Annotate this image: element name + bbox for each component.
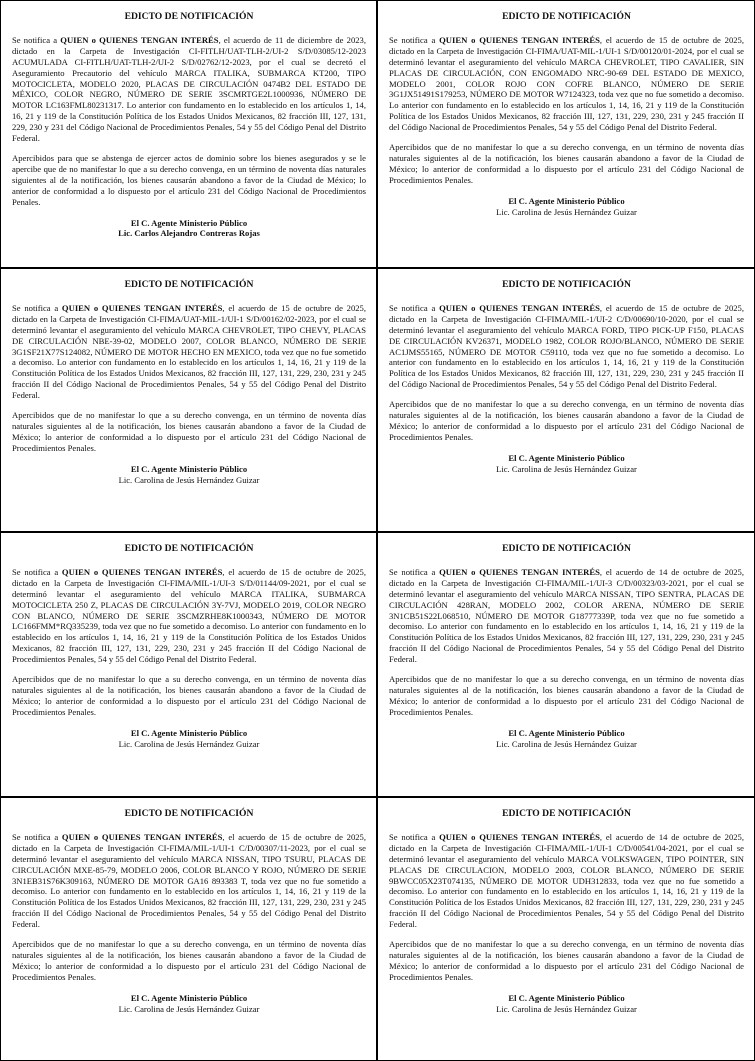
notice-title: EDICTO DE NOTIFICACIÓN: [502, 543, 631, 554]
notice-6: [377, 532, 755, 797]
notice-1: [0, 0, 377, 268]
addressee: QUIEN o QUIENES TENGAN INTERÉS: [439, 34, 600, 45]
notice-8: [377, 797, 755, 1061]
addressee: QUIEN o QUIENES TENGAN INTERÉS: [61, 566, 223, 577]
signer-name: Lic. Carolina de Jesús Hernández Guizar: [118, 1003, 260, 1014]
notice-warning: Apercibidos que de no manifestar lo que a su derecho convenga, en un término de noventa días naturales siguientes al de la notificación, los bienes causarán abandono a favor de la Ciudad de México; lo anterior de conformidad a lo dispuesto por el artículo 231 del Código Nacional de Procedimientos Penales.: [389, 142, 744, 185]
notice-warning: Apercibidos que de no manifestar lo que a su derecho convenga, en un término de noventa días naturales siguientes al de la notificación, los bienes causarán abandono a favor de la Ciudad de México; lo anterior de conformidad a lo dispuesto por el artículo 231 del Código Nacional de Procedimientos Penales.: [12, 674, 366, 717]
notice-title: EDICTO DE NOTIFICACIÓN: [124, 808, 254, 819]
notice-body: Se notifica a QUIEN o QUIENES TENGAN INTERÉS, el acuerdo de 15 de octubre de 2025, dictado en la Carpeta de Investigación CI-FIMA/UAT-MIL-1/UI-1 S/D/00162/02-2023, por el cual se determinó levantar el aseguramiento del vehículo MARCA CHEVROLET, TIPO CHEVY, PLACAS DE CIRCULACIÓN NBE-39-02, MODELO 2007, COLOR BLANCO, NÚMERO DE SERIE 3G1SF21X77S124082, NÚMERO DE MOTOR HECHO EN MEXICO, toda vez que no fue sometido a decomiso. Lo anterior con fundamento en lo establecido en los artículos 1, 14, 16, 21 y 119 de la Constitución Política de los Estados Unidos Mexicanos, 82 fracción III, 127, 131, 229, 230, 231 y 245 fracción II del Código Nacional de Procedimientos Penales, 54 y 55 del Código Penal del Distrito Federal.: [12, 302, 367, 401]
signer-title: El C. Agente Ministerio Público: [130, 463, 248, 474]
notice-warning: Apercibidos que de no manifestar lo que a su derecho convenga, en un término de noventa días naturales siguientes al de la notificación, los bienes causarán abandono a favor de la Ciudad de México; lo anterior de conformidad a lo dispuesto por el artículo 231 del Código Nacional de Procedimientos Penales.: [389, 939, 744, 982]
addressee: QUIEN o QUIENES TENGAN INTERÉS: [439, 302, 600, 313]
addressee: QUIEN o QUIENES TENGAN INTERÉS: [439, 566, 600, 577]
signer-name: Lic. Carolina de Jesús Hernández Guizar: [496, 1003, 637, 1014]
notice-title: EDICTO DE NOTIFICACIÓN: [502, 279, 631, 290]
signer-title: El C. Agente Ministerio Público: [508, 195, 625, 206]
notice-2: [377, 0, 755, 268]
notice-body: Se notifica a QUIEN o QUIENES TENGAN INTERÉS, el acuerdo de 15 de octubre de 2025, dictado en la Carpeta de Investigación CI-FIMA/MIL-1/UI-3 S/D/01144/09-2021, por el cual se determinó levantar el aseguramiento del vehículo MARCA ITALIKA, SUBMARCA MOTOCICLETA 250 Z, PLACAS DE CIRCULACIÓN 3Y-7VJ, MODELO 2019, COLOR NEGRO CON BLANCO, NÚMERO DE SERIE 3SCMZRHE8K1000343, NÚMERO DE MOTOR LC166FMM*RQ335239, toda vez que no fue sometido a decomiso. Lo anterior con fundamento en lo establecido en los artículos 1, 14, 16, 21 y 119 de la Constitución Política de los Estados Unidos Mexicanos, 82 fracción III, 127, 131, 229, 230, 231 y 245 fracción II del Código Nacional de Procedimientos Penales, 54 y 55 del Código Penal del Distrito Federal.: [12, 566, 367, 665]
signer-title: El C. Agente Ministerio Público: [130, 992, 248, 1003]
addressee: QUIEN o QUIENES TENGAN INTERÉS: [61, 831, 223, 842]
notice-title: EDICTO DE NOTIFICACIÓN: [124, 543, 254, 554]
signer-title: El C. Agente Ministerio Público: [508, 992, 625, 1003]
addressee: QUIEN o QUIENES TENGAN INTERÉS: [61, 302, 223, 313]
notice-title: EDICTO DE NOTIFICACIÓN: [124, 11, 254, 22]
notice-5: [0, 532, 377, 797]
signer-title: El C. Agente Ministerio Público: [508, 727, 625, 738]
notice-warning: Apercibidos que de no manifestar lo que a su derecho convenga, en un término de noventa días naturales siguientes al de la notificación, los bienes causarán abandono a favor de la Ciudad de México; lo anterior de conformidad a lo dispuesto por el artículo 231 del Código Nacional de Procedimientos Penales.: [389, 674, 744, 717]
signer-title: El C. Agente Ministerio Público: [130, 217, 248, 228]
notice-3: [0, 268, 377, 532]
addressee: QUIEN o QUIENES TENGAN INTERÉS: [439, 831, 600, 842]
notice-body: Se notifica a QUIEN o QUIENES TENGAN INTERÉS, el acuerdo de 15 de octubre de 2025, dictado en la Carpeta de Investigación CI-FIMA/UAT-MIL-1/UI-1 S/D/00120/01-2024, por el cual se determinó levantar el aseguramiento del vehículo MARCA CHEVROLET, TIPO CAVALIER, SIN PLACAS DE CIRCULACIÓN, CON ENGOMADO NRC-90-69 DEL ESTADO DE MEXICO, MODELO 2001, COLOR ROJO CON COFRE BLANCO, NÚMERO DE SERIE 3G1JX51491S179253, NÚMERO DE MOTOR W7124323, toda vez que no fue sometido a decomiso. Lo anterior con fundamento en lo establecido en los artículos 1, 14, 16, 21 y 119 de la Constitución Política de los Estados Unidos Mexicanos, 82 fracción III, 127, 131, 229, 230, 231 y 245 fracción II del Código Nacional de Procedimientos Penales, 54 y 55 del Código Penal del Distrito Federal.: [389, 34, 745, 133]
notice-body: Se notifica a QUIEN o QUIENES TENGAN INTERÉS, el acuerdo de 14 de octubre de 2025, dictado en la Carpeta de Investigación CI-FIMA/MIL-1/UI-1 C/D/00541/04-2021, por el cual se determinó levantar el aseguramiento del vehículo MARCA VOLKSWAGEN, TIPO POINTER, SIN PLACAS DE CIRCULACION, MODELO 2003, COLOR BLANCO, NÚMERO DE SERIE 9BWCC05X23T074135, NÚMERO DE MOTOR UDH312833, toda vez que no fue sometido a decomiso. Lo anterior con fundamento en lo establecido en los artículos 1, 14, 16, 21 y 119 de la Constitución Política de los Estados Unidos Mexicanos, 82 fracción III, 127, 131, 229, 230, 231 y 245 fracción II del Código Nacional de Procedimientos Penales, 54 y 55 del Código Penal del Distrito Federal.: [389, 831, 745, 930]
signer-name: Lic. Carolina de Jesús Hernández Guizar: [496, 738, 637, 749]
notice-body: Se notifica a QUIEN o QUIENES TENGAN INTERÉS, el acuerdo de 11 de diciembre de 2023, dictado en la Carpeta de Investigación CI-FITLH/UAT-TLH-2/UI-2 S/D/03085/12-2023 ACUMULADA CI-FITLH/UAT-TLH-2/UI-2 S/D/02762/12-2023, por el cual se decretó el Aseguramiento Precautorio del vehículo MARCA ITALIKA, SUBMARCA KT200, TIPO MOTOCICLETA, MODELO 2020, PLACAS DE CIRCULACIÓN 0474B2 DEL ESTADO DE MÉXICO, COLOR NEGRO, NÚMERO DE SERIE 3SCMRTGE2L1000936, NÚMERO DE MOTOR LC163FML80231317. Lo anterior con fundamento en lo establecido en los artículos 1, 14, 16, 21 y 119 de la Constitución Política de los Estados Unidos Mexicanos, 82 fracción III, 127, 131, 229, 230 y 231 del Código Nacional de Procedimientos Penales, 54 y 55 del Código Penal del Distrito Federal.: [12, 34, 366, 144]
notice-warning: Apercibidos para que se abstenga de ejercer actos de dominio sobre los bienes asegurados y se le apercibe que de no manifestar lo que a su derecho convenga, en un término de noventa días naturales siguientes al de la notificación, los bienes causarán abandono a favor de la Ciudad de México; lo anterior de conformidad a lo dispuesto por el artículo 231 del Código Nacional de Procedimientos Penales.: [12, 152, 366, 207]
signer-name: Lic. Carolina de Jesús Hernández Guizar: [496, 206, 637, 217]
signer-name: Lic. Carolina de Jesús Hernández Guizar: [118, 474, 260, 485]
notice-warning: Apercibidos que de no manifestar lo que a su derecho convenga, en un término de noventa días naturales siguientes al de la notificación, los bienes causarán abandono a favor de la Ciudad de México; lo anterior de conformidad a lo dispuesto por el artículo 231 del Código Nacional de Procedimientos Penales.: [12, 410, 366, 453]
notice-body: Se notifica a QUIEN o QUIENES TENGAN INTERÉS, el acuerdo de 15 de octubre de 2025, dictado en la Carpeta de Investigación CI-FIMA/MIL-1/UI-2 C/D/00690/10-2020, por el cual se determinó levantar el aseguramiento del vehículo MARCA FORD, TIPO PICK-UP F150, PLACAS DE CIRCULACIÓN KV26371, MODELO 1982, COLOR ROJO/BLANCO, NÚMERO DE SERIE AC1JMS55165, NÚMERO DE MOTOR C59110, toda vez que no fue sometido a decomiso. Lo anterior con fundamento en lo establecido en los artículos 1, 14, 16, 21 y 119 de la Constitución Política de los Estados Unidos Mexicanos, 82 fracción III, 127, 131, 229, 230, 231 y 245 fracción II del Código Nacional de Procedimientos Penales, 54 y 55 del Código Penal del Distrito Federal.: [389, 302, 745, 390]
notice-warning: Apercibidos que de no manifestar lo que a su derecho convenga, en un término de noventa días naturales siguientes al de la notificación, los bienes causarán abandono a favor de la Ciudad de México; lo anterior de conformidad a lo dispuesto por el artículo 231 del Código Nacional de Procedimientos Penales.: [12, 939, 366, 982]
notice-title: EDICTO DE NOTIFICACIÓN: [124, 279, 254, 290]
notice-title: EDICTO DE NOTIFICACIÓN: [502, 808, 631, 819]
notice-body: Se notifica a QUIEN o QUIENES TENGAN INTERÉS, el acuerdo de 15 de octubre de 2025, dictado en la Carpeta de Investigación CI-FIMA/MIL-1/UI-1 C/D/00307/11-2023, por el cual se determinó levantar el aseguramiento del vehículo MARCA NISSAN, TIPO TSURU, PLACAS DE CIRCULACIÓN MXE-85-79, MODELO 2006, COLOR BLANCO Y ROJO, NÚMERO DE SERIE 3N1EB31S76K309163, NÚMERO DE MOTOR GA16 893383 T, toda vez que no fue sometido a decomiso. Lo anterior con fundamento en lo establecido en los artículos 1, 14, 16, 21 y 119 de la Constitución Política de los Estados Unidos Mexicanos, 82 fracción III, 127, 131, 229, 230, 231 y 245 fracción II del Código Nacional de Procedimientos Penales, 54 y 55 del Código Penal del Distrito Federal.: [12, 831, 367, 930]
notice-title: EDICTO DE NOTIFICACIÓN: [502, 11, 631, 22]
signer-title: El C. Agente Ministerio Público: [508, 452, 625, 463]
signer-name: Lic. Carolina de Jesús Hernández Guizar: [496, 463, 637, 474]
notice-7: [0, 797, 377, 1061]
notice-warning: Apercibidos que de no manifestar lo que a su derecho convenga, en un término de noventa días naturales siguientes al de la notificación, los bienes causarán abandono a favor de la Ciudad de México; lo anterior de conformidad a lo dispuesto por el artículo 231 del Código Nacional de Procedimientos Penales.: [389, 399, 744, 442]
addressee: QUIEN o QUIENES TENGAN INTERÉS: [60, 34, 219, 45]
notice-body: Se notifica a QUIEN o QUIENES TENGAN INTERÉS, el acuerdo de 14 de octubre de 2025, dictado en la Carpeta de Investigación CI-FIMA/MIL-1/UI-3 C/D/00323/03-2021, por el cual se determinó levantar el aseguramiento del vehículo MARCA NISSAN, TIPO SENTRA, PLACAS DE CIRCULACIÓN 428RAN, MODELO 2002, COLOR ARENA, NÚMERO DE SERIE 3N1CB51S22L068510, NÚMERO DE MOTOR G18777339P, toda vez que no fue sometido a decomiso. Lo anterior con fundamento en lo establecido en los artículos 1, 14, 16, 21 y 119 de la Constitución Política de los Estados Unidos Mexicanos, 82 fracción III, 127, 131, 229, 230, 231 y 245 fracción II del Código Nacional de Procedimientos Penales, 54 y 55 del Código Penal del Distrito Federal.: [389, 566, 745, 665]
signer-name: Lic. Carlos Alejandro Contreras Rojas: [118, 228, 260, 239]
signer-title: El C. Agente Ministerio Público: [130, 727, 248, 738]
signer-name: Lic. Carolina de Jesús Hernández Guizar: [118, 738, 260, 749]
notice-4: [377, 268, 755, 532]
